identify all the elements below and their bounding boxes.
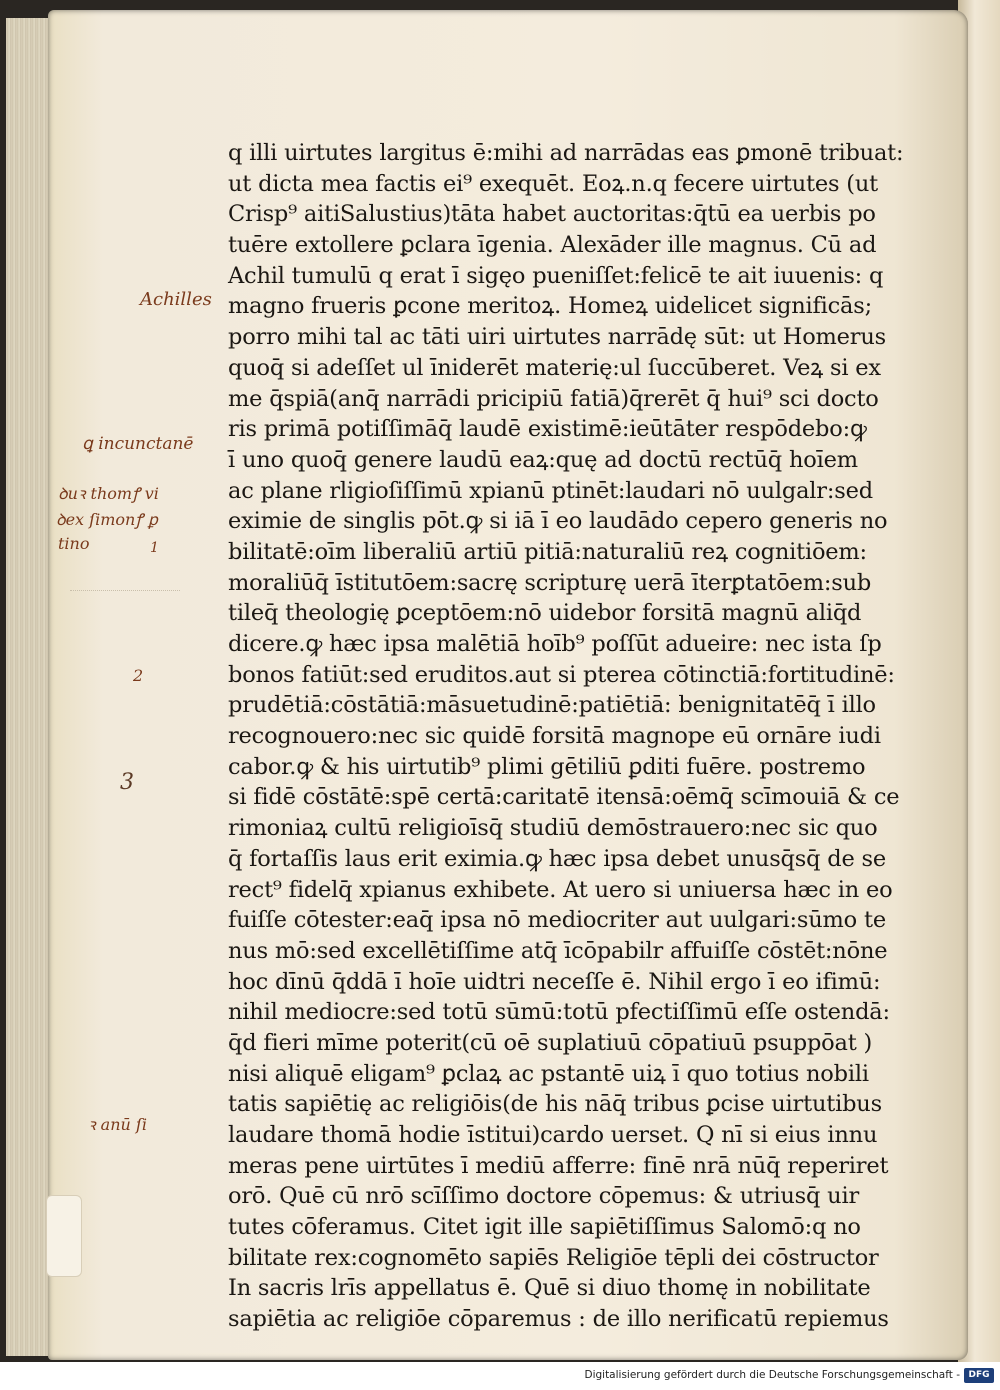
- margin-note-achilles: Achilles: [140, 289, 212, 310]
- main-text-block: [228, 138, 918, 1335]
- footer-bar: [0, 1362, 1000, 1390]
- text-line: Crisp⁹ aitiSalustius)tāta habet auctoritas:q̄tū ea uerbis po: [228, 201, 876, 228]
- margin-note-anni: ꝛ anū ſi: [88, 1115, 147, 1134]
- margin-note-thomas-line-1: ꝺuꝛ thomꝭ vi: [58, 484, 159, 503]
- text-line: tuēre extollere ꝑclara īgenia. Alexāder ille magnus. Cū ad: [228, 232, 877, 259]
- text-line: porro mihi tal ac tāti uiri uirtutes narrādę sūt: ut Homerus: [228, 324, 886, 351]
- faint-offset-text: [70, 590, 180, 631]
- text-line: prudētiā:cōstātiā:māsuetudinē:patiētiā: benignitatēq̄ ī illo: [228, 692, 876, 719]
- text-line: In sacris lrīs appellatus ē. Quē si diuo thomę in nobilitate: [228, 1275, 871, 1302]
- text-line: ut dicta mea factis ei⁹ exequēt. Eoꝝ.n.q fecere uirtutes (ut: [228, 170, 879, 197]
- text-line: meras pene uirtūtes ī mediū afferre: finē nrā nūq̄ reperiret: [228, 1152, 889, 1179]
- text-line: ac plane rligioſiſſimū xpianū ptinēt:laudari nō uulgalr:sed: [228, 477, 873, 504]
- text-line: nisi aliquē eligam⁹ ꝑclaꝝ ac pstantē uiꝝ ī quo totius nobili: [228, 1060, 869, 1087]
- text-line: rimoniaꝝ cultū religioīsq̄ studiū demōstrauero:nec sic quo: [228, 815, 878, 842]
- dfg-logo: DFG: [964, 1368, 994, 1383]
- margin-note-thomas-line-2: ꝺex ſimonꝭ ꝑ: [56, 510, 158, 529]
- text-line: bilitatē:oīm liberaliū artiū pitiā:naturaliū reꝝ cognitiōem:: [228, 538, 867, 565]
- text-line: cabor.ꝙ & his uirtutib⁹ plimi gētiliū ꝑditi fuēre. postremo: [228, 753, 866, 780]
- text-line: sapiētia ac religiōe cōparemus : de illo nerificatū repiemus: [228, 1306, 889, 1333]
- text-line: bonos fatiūt:sed eruditos.aut si pterea cōtinctiā:fortitudinē:: [228, 661, 895, 688]
- paper-tab: [46, 1195, 82, 1277]
- text-line: tutes cōferamus. Citet igit ille sapiētiſſimus Salomō:q no: [228, 1214, 861, 1241]
- text-line: q illi uirtutes largitus ē:mihi ad narrādas eas ꝑmonē tribuat:: [228, 140, 904, 166]
- text-line: q̄d fieri mīme poterit(cū oē suplatiuū cōpatiuū psuppōat ): [228, 1029, 873, 1056]
- text-line: q̄ fortaſſis laus erit eximia.ꝙ hæc ipsa debet unusq̄sq̄ de se: [228, 845, 886, 872]
- margin-note-thomas-line-3: tino: [58, 534, 90, 553]
- text-line: moraliūq̄ īstitutōem:sacrę scripturę uerā īterꝑtatōem:sub: [228, 569, 872, 596]
- text-line: ī uno quoq̄ genere laudū eaꝝ:quę ad doctū rectūq̄ hoīem: [228, 446, 858, 473]
- footer-credit: Digitalisierung gefördert durch die Deutsche Forschungsgemeinschaft -: [584, 1369, 960, 1381]
- text-line: magno frueris ꝑcone meritoꝝ. Homeꝝ uidelicet significās;: [228, 293, 872, 320]
- text-line: bilitate rex:cognomēto sapiēs Religiōe tēpli dei cōstructor: [228, 1244, 879, 1271]
- text-line: quoq̄ si adeſſet ul īniderēt materię:ul ſuccūberet. Veꝝ si ex: [228, 354, 881, 381]
- text-line: rect⁹ fidelq̄ xpianus exhibete. At uero si uniuersa hæc in eo: [228, 876, 893, 903]
- text-line: orō. Quē cū nrō scīſſimo doctore cōpemus: & utriusq̄ uir: [228, 1183, 860, 1210]
- margin-mark-1: 1: [150, 540, 159, 556]
- margin-mark-2: 2: [133, 666, 144, 685]
- text-line: Achil tumulū q erat ī sigęo pueniſſet:felicē te ait iuuenis: q: [228, 262, 884, 289]
- text-line: dicere.ꝙ hæc ipsa malētiā hoīb⁹ poſſūt adueire: nec ista ſp: [228, 631, 882, 657]
- text-line: fuiſſe cōtester:eaq̄ ipsa nō mediocriter aut uulgari:sūmo te: [228, 907, 886, 934]
- text-line: ris primā potiſſimāq̄ laudē existimē:ieūtāter respōdebo:ꝙ: [228, 416, 867, 443]
- text-line: tatis sapiētię ac religiōis(de his nāq̄ tribus ꝑcise uirtutibus: [228, 1091, 882, 1118]
- text-line: nus mō:sed excellētiſſime atq̄ īcōpabilr affuiſſe cōstēt:nōne: [228, 937, 888, 964]
- text-line: laudare thomā hodie īstitui)cardo uerset. Q nī si eius innu: [228, 1122, 878, 1148]
- margin-mark-3: 3: [120, 770, 134, 795]
- book-page-edges: [6, 18, 52, 1356]
- text-line: hoc dīnū q̄ddā ī hoīe uidtri neceſſe ē. Nihil ergo ī eo ifimū:: [228, 968, 881, 995]
- text-line: recognouero:nec sic quidē forsitā magnope eū ornāre iudi: [228, 723, 881, 750]
- text-line: eximie de singlis pōt.ꝙ si iā ī eo laudādo cepero generis no: [228, 508, 888, 535]
- text-line: tileq̄ theologię ꝑceptōem:nō uidebor forsitā magnū aliq̄d: [228, 600, 862, 627]
- text-line: si fidē cōstātē:spē certā:caritatē itensā:oēmq̄ scīmouiā & ce: [228, 784, 900, 811]
- margin-note-incunctanter: ꝗ incunctanē: [82, 434, 194, 454]
- text-line: me q̄spiā(anq̄ narrādi pricipiū fatiā)q̄rerēt q̄ hui⁹ sci docto: [228, 385, 879, 412]
- text-line: nihil mediocre:sed totū sūmū:totū pfectiſſimū eſſe ostendā:: [228, 999, 890, 1026]
